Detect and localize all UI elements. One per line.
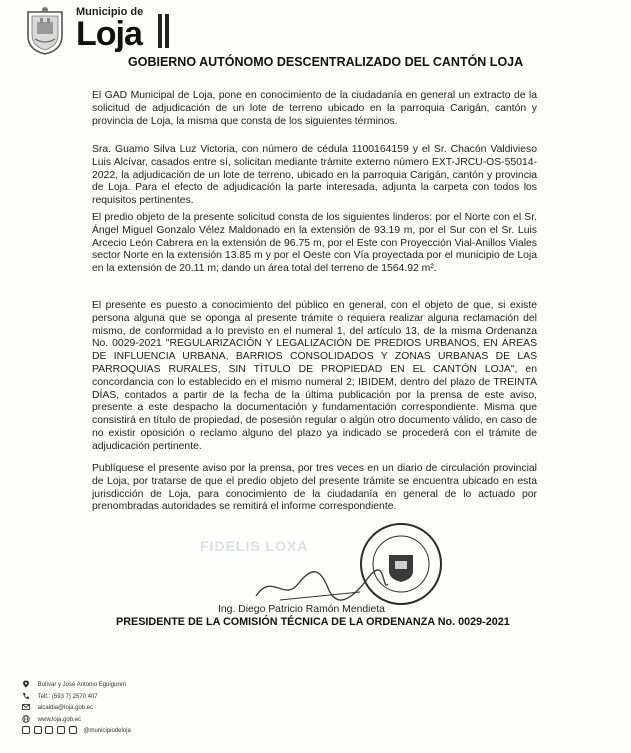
email-icon: [22, 703, 30, 711]
letterhead: [0, 0, 631, 70]
paragraph-boundaries: El predio objeto de la presente solicitud consta de los siguientes linderos: por el Norte con el Sr. Ángel Miguel Gonzalo Vélez Maldonado en la extensión de 93.19 m, por el Sur con el Sr. Luis Arcecio León Cabrera en la extensión de 96.75 m, por el Este con Proyección Vial-Anillos Viales sector Norte en la extensión 13.85 m y por el Oeste con Vía proyectada por el municipio de Loja en la extensión de 20.11 m; dando un área total del terreno de 1564.92 m².: [92, 212, 537, 275]
youtube-icon[interactable]: [57, 726, 65, 734]
signature-icon: [250, 562, 390, 606]
phone-icon: [22, 692, 30, 700]
brand-municipio: Municipio de: [76, 6, 144, 18]
instagram-icon[interactable]: [34, 726, 42, 734]
brand-bars: [158, 14, 172, 48]
footer-email[interactable]: alcaldia@loja.gob.ec: [37, 705, 94, 711]
footer-contact: [22, 680, 131, 738]
coat-of-arms-icon: [24, 6, 66, 56]
footer-website[interactable]: www.loja.gob.ec: [37, 716, 82, 723]
paragraph-notice: El presente es puesto a conocimiento del público en general, con el objeto de que, si existe persona alguna que se oponga al presente trámite o requiera realizar alguna reclamación del mismo, de conformidad a lo previsto en el numeral 1, del artículo 13, de la misma Ordenanza No. 0029-2021 "REGULARIZACIÓN Y LEGALIZACIÓN DE PREDIOS URBANOS, EN ÁREAS DE INFLUENCIA URBANA, BARRIOS CONSOLIDADOS Y ZONAS URBANAS DE LAS PARROQUIAS RURALES, SIN TÍTULO DE PROPIEDAD EN EL CANTÓN LOJA", en concordancia con lo establecido en el mismo numeral 2; IBIDEM, dentro del plazo de TREINTA DÍAS, contados a partir de la fecha de la última publicación por la prensa de este aviso, presente a este despacho la documentación y fundamentación correspondiente. Misma que consistirá en título de propiedad, de posesión regular o algún otro documento válido, en caso de no existir oposición o reclamo alguno del plazo ya indicado se procederá con el trámite de adjudicación pertinente.: [92, 300, 537, 452]
footer-social-handle[interactable]: @municipiodeloja: [83, 728, 131, 734]
footer-address: Bolívar y José Antonio Eguiguren: [37, 682, 127, 688]
location-icon: [22, 680, 30, 688]
paragraph-publication: Publíquese el presente aviso por la prensa, por tres veces en un diario de circulación provincial de Loja, por tratarse de que el predio objeto del presente trámite se encuentra ubicado en esta jurisdicción de Loja, para conocimiento de la ciudadanía en general de lo actuado por prenombradas autoridades se remitirá el informe correspondiente.: [92, 463, 537, 513]
watermark: FIDELIS LOXA: [200, 538, 309, 554]
organization-title: GOBIERNO AUTÓNOMO DESCENTRALIZADO DEL CANTÓN LOJA: [128, 55, 524, 69]
footer-phone: Telf.: (593 7) 2570 407: [37, 693, 98, 700]
x-icon[interactable]: [45, 726, 53, 734]
globe-icon: [22, 715, 30, 723]
paragraph-intro: El GAD Municipal de Loja, pone en conocimiento de la ciudadanía en general un extracto de la solicitud de adjudicación de un lote de terreno ubicado en la parroquia Carigán, cantón y provincia de Loja, la misma que consta de los siguientes términos.: [92, 90, 537, 127]
facebook-icon[interactable]: [22, 726, 30, 734]
brand-city-name: Loja: [76, 15, 142, 53]
signer-role: PRESIDENTE DE LA COMISIÓN TÉCNICA DE LA ORDENANZA No. 0029-2021: [116, 616, 510, 628]
tiktok-icon[interactable]: [69, 726, 77, 734]
paragraph-applicants: Sra. Guamo Silva Luz Victoria, con número de cédula 1100164159 y el Sr. Chacón Valdivieso Luis Alcívar, casados entre sí, solicitan mediante trámite externo número EXT-JRCU-OS-55014-2022, la adjudicación de un lote de terreno, ubicado en la parroquia Carigán, cantón y provincia de Loja. Para el efecto de adjudicación la parte interesada, adjunta la carpeta con todos los requisitos pertinentes.: [92, 144, 537, 207]
signer-name: Ing. Diego Patricio Ramón Mendieta: [218, 604, 385, 615]
